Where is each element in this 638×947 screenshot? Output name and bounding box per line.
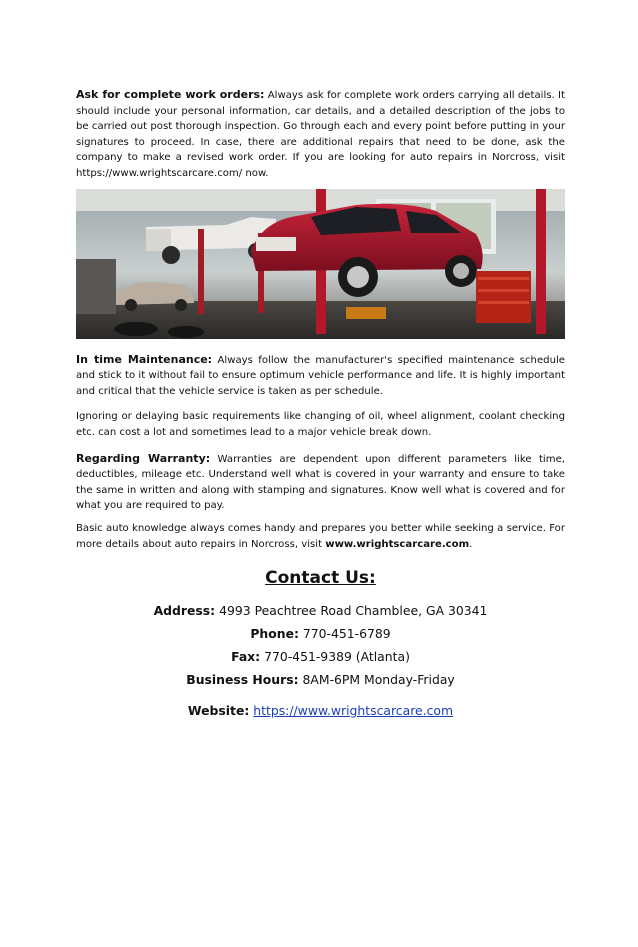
website-label: Website: xyxy=(187,703,250,719)
document-page xyxy=(76,87,565,725)
website-line xyxy=(76,702,565,719)
phone-line xyxy=(76,625,565,642)
contact-section xyxy=(76,568,565,719)
basic-knowledge-text: Basic auto knowledge always comes handy and prepares you better while seeking a service. For more details about auto repairs in Norcross, visit xyxy=(76,522,565,550)
basic-knowledge-end: . xyxy=(469,538,473,550)
work-orders-paragraph xyxy=(76,87,565,182)
contact-heading-text: Contact Us xyxy=(265,568,370,589)
phone-value: 770-451-6789 xyxy=(298,626,391,642)
ignoring-paragraph: Ignoring or delaying basic requirements like changing of oil, wheel alignment, coolant checking etc. can cost a lot and sometimes lead to a major vehicle break down. xyxy=(76,411,565,438)
site-link[interactable]: www.wrightscarcare.com xyxy=(325,538,470,550)
address-label: Address: xyxy=(153,603,216,619)
warranty-paragraph xyxy=(76,451,565,514)
maintenance-paragraph xyxy=(76,352,565,400)
maintenance-heading: In time Maintenance: xyxy=(76,352,213,366)
maintenance-text: Always follow the manufacturer's specified maintenance schedule and stick to it without fail to ensure optimum vehicle performance and life. It is highly important and critical that the vehicle service is taken as per schedule. xyxy=(76,354,565,397)
contact-heading-colon: : xyxy=(369,568,376,589)
fax-label: Fax: xyxy=(231,649,261,665)
hours-label: Business Hours: xyxy=(186,672,299,688)
website-link[interactable]: https://www.wrightscarcare.com xyxy=(253,703,454,719)
fax-value: 770-451-9389 (Atlanta) xyxy=(260,649,410,665)
contact-heading xyxy=(76,568,565,588)
auto-repair-shop-photo xyxy=(76,189,565,339)
address-value: 4993 Peachtree Road Chamblee, GA 30341 xyxy=(215,603,488,619)
fax-line xyxy=(76,648,565,665)
hours-line xyxy=(76,671,565,688)
work-orders-text: Always ask for complete work orders carrying all details. It should include your personal information, car details, and a detailed description of the jobs to be carried out post thorough inspection. Go through each and every point before putting in your signatures to proceed. In case, there are additional repairs that need to be done, ask the company to make a revised work order. If you are looking for auto repairs in Norcross, visit https://www.wrightscarcare.com/ now. xyxy=(76,90,565,179)
phone-label: Phone: xyxy=(250,626,299,642)
warranty-text: Warranties are dependent upon different parameters like time, deductibles, mileage etc. Understand well what is covered in your warranty and ensure to take the same in written and along with stamping and signatures. Know well what is covered and for what you are required to pay. xyxy=(76,453,565,512)
warranty-heading: Regarding Warranty: xyxy=(76,451,211,465)
work-orders-heading: Ask for complete work orders: xyxy=(76,88,265,101)
basic-knowledge-paragraph xyxy=(76,521,565,552)
hours-value: 8AM-6PM Monday-Friday xyxy=(298,672,455,688)
address-line xyxy=(76,602,565,619)
